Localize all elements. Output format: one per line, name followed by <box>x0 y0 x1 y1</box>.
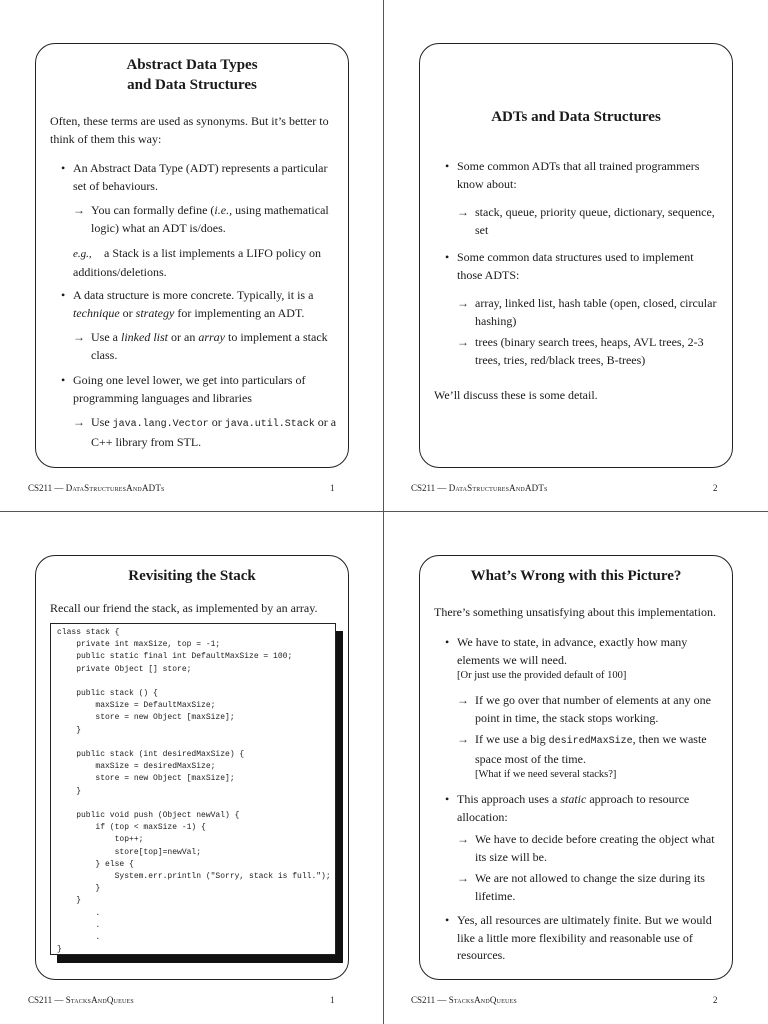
text: using mathematical logic) what an ADT is/does. <box>91 203 329 235</box>
footer-1 <box>28 483 165 493</box>
code-desired-max-size: desiredMaxSize <box>548 736 633 747</box>
page-divider-vertical <box>383 0 384 1024</box>
slide3-intro: Recall our friend the stack, as implemented by an array. <box>50 601 318 615</box>
slide2-subitem-arrays: → array, linked list, hash table (open, closed, circular hashing) <box>475 295 720 330</box>
code-stack: java.util.Stack <box>224 419 315 430</box>
slide1-subitem-formal <box>91 202 336 237</box>
slide4-subitem-decide: → We have to decide before creating the object what its size will be. <box>475 831 720 866</box>
text: a Stack is a list implements a LIFO policy on additions/deletions. <box>73 246 321 279</box>
text: If we use a big <box>475 732 549 746</box>
text: or an <box>168 330 199 344</box>
footer-topic: StacksAndQueues <box>448 995 517 1005</box>
slide1-subitem-java <box>91 414 341 451</box>
footer-page-2: 2 <box>713 483 718 493</box>
code-box <box>50 623 336 955</box>
slide1-bullet-adt: • An Abstract Data Type (ADT) represents a particular set of behaviours. <box>73 160 335 195</box>
text-italic: array <box>198 330 225 344</box>
footer-topic: StacksAndQueues <box>65 995 134 1005</box>
slide1-bullet-data-structure <box>73 287 335 322</box>
footer-4 <box>411 995 517 1005</box>
text-italic: i.e., <box>214 203 233 217</box>
slide2-closing: We’ll discuss these is some detail. <box>434 388 598 402</box>
slide4-bullet-finite: • Yes, all resources are ultimately finite. But we would like a little more flexibility and reasonable use of resources. <box>457 912 719 965</box>
text: or <box>208 415 225 429</box>
slide2-subitem-adt-list: → stack, queue, priority queue, dictionary, sequence, set <box>475 204 720 239</box>
footer-course: CS211 — <box>28 483 66 493</box>
footer-page-3: 1 <box>330 995 335 1005</box>
text: for implementing an ADT. <box>174 305 305 320</box>
slide4-intro: There’s something unsatisfying about this implementation. <box>434 605 716 619</box>
slide4-bullet-advance: • We have to state, in advance, exactly how many elements we will need. <box>457 634 719 669</box>
slide1-subitem-linked-list <box>91 329 336 364</box>
footer-topic: DataStructuresAndADTs <box>65 483 165 493</box>
slide2-bullet-adts: • Some common ADTs that all trained programmers know about: <box>457 158 719 193</box>
text: , then we waste space most of the time. <box>475 732 707 766</box>
slide4-title: What’s Wrong with this Picture? <box>470 568 682 584</box>
slide4-bullet-static <box>457 791 719 826</box>
text: Use a <box>91 330 121 344</box>
text: Use <box>91 415 113 429</box>
code-vector: java.lang.Vector <box>112 419 209 430</box>
slide3-title: Revisiting the Stack <box>128 568 256 584</box>
slide4-subitem-waste <box>475 731 720 768</box>
footer-course: CS211 — <box>411 483 449 493</box>
eg-label: e.g., <box>73 248 92 260</box>
slide1-title <box>35 55 349 95</box>
footer-topic: DataStructuresAndADTs <box>448 483 548 493</box>
text-italic: strategy <box>135 305 175 320</box>
slide4-note-default: [Or just use the provided default of 100] <box>457 670 627 681</box>
slide1-example <box>73 245 335 281</box>
slide1-bullet-libraries: • Going one level lower, we get into particulars of programming languages and libraries <box>73 372 335 407</box>
text: or a C++ library from STL. <box>91 415 337 449</box>
slide1-title-line2: and Data Structures <box>127 77 257 93</box>
slide4-subitem-no-change: → We are not allowed to change the size during its lifetime. <box>475 870 720 905</box>
text-italic: static <box>560 792 587 806</box>
slide2-subitem-trees: → trees (binary search trees, heaps, AVL trees, 2-3 trees, tries, red/black trees, B-trees) <box>475 334 720 369</box>
footer-2 <box>411 483 548 493</box>
text-italic: linked list <box>121 330 168 344</box>
text: You can formally define ( <box>91 203 215 217</box>
slide4-note-several: [What if we need several stacks?] <box>475 769 617 780</box>
text: approach to resource allocation: <box>457 792 690 824</box>
text: A data structure is more concrete. Typically, it is a <box>73 288 314 302</box>
footer-3 <box>28 995 134 1005</box>
text: or <box>119 305 136 320</box>
footer-course: CS211 — <box>28 995 66 1005</box>
text-italic: technique <box>73 305 120 320</box>
page-divider-horizontal <box>0 511 768 512</box>
footer-page-1: 1 <box>330 483 335 493</box>
footer-page-4: 2 <box>713 995 718 1005</box>
slide1-intro: Often, these terms are used as synonyms. But it’s better to think of them this way: <box>50 114 329 146</box>
text: This approach uses a <box>457 792 561 806</box>
slide2-bullet-structures: • Some common data structures used to implement those ADTS: <box>457 249 719 284</box>
footer-course: CS211 — <box>411 995 449 1005</box>
text: to implement a stack class. <box>91 330 328 362</box>
slide2-title: ADTs and Data Structures <box>491 109 661 125</box>
slide4-subitem-overflow: → If we go over that number of elements at any one point in time, the stack stops working. <box>475 692 720 727</box>
stack-code: class stack { private int maxSize, top = -1; public static final int DefaultMaxSize = 100; private Object [] store; public stack () { maxSize = DefaultMaxSize; store = new Object [maxSize]; } public stack (int desiredMaxSize) { maxSize = desiredMaxSize; store = new Object [maxSize]; } public void push (Object newVal) { if (top < maxSize -1) { top++; store[top]=newVal; } else { System.err.println ("Sorry, stack is full."); } } . . . } <box>57 628 331 955</box>
slide1-title-line1: Abstract Data Types <box>126 57 258 73</box>
